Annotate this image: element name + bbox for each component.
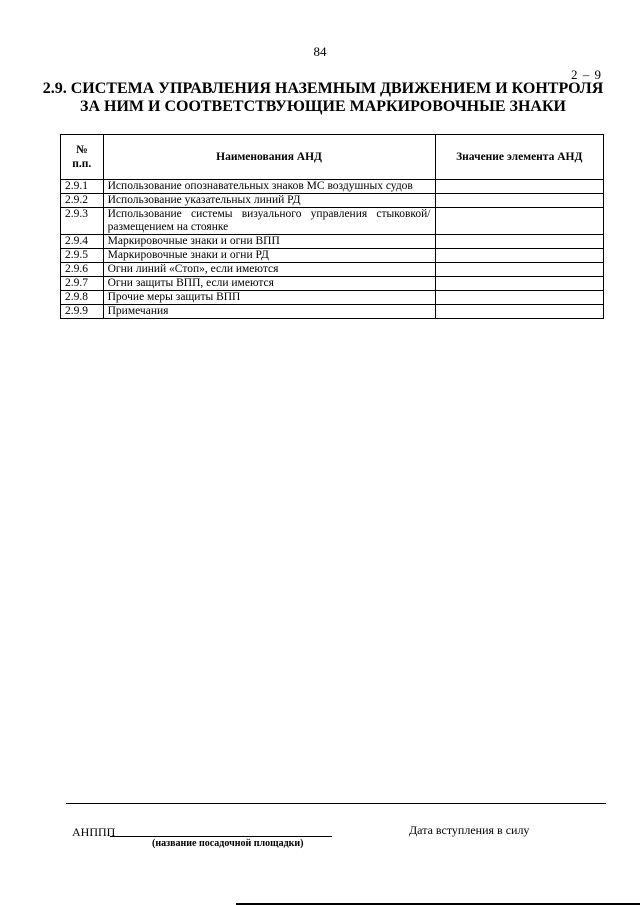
table-header-row <box>61 135 604 180</box>
row-number: 2.9.6 <box>61 263 104 277</box>
footer-divider <box>66 803 606 804</box>
row-value <box>435 249 604 263</box>
row-value <box>435 291 604 305</box>
table-row <box>61 263 604 277</box>
table-row <box>61 249 604 263</box>
header-number: № п.п. <box>61 135 104 180</box>
row-number: 2.9.5 <box>61 249 104 263</box>
table-row <box>61 194 604 208</box>
table-row <box>61 291 604 305</box>
table-row <box>61 180 604 194</box>
row-name: Огни линий «Стоп», если имеются <box>103 263 435 277</box>
row-name: Использование системы визуального управления стыковкой/размещением на стоянке <box>103 208 435 235</box>
header-name: Наименования АНД <box>103 135 435 180</box>
row-name: Прочие меры защиты ВПП <box>103 291 435 305</box>
section-title-line-1: 2.9. СИСТЕМА УПРАВЛЕНИЯ НАЗЕМНЫМ ДВИЖЕНИЕМ И КОНТРОЛЯ <box>42 80 604 97</box>
header-value: Значение элемента АНД <box>435 135 604 180</box>
row-name: Использование указательных линий РД <box>103 194 435 208</box>
section-code: 2 – 9 <box>571 67 602 82</box>
row-name: Огни защиты ВПП, если имеются <box>103 277 435 291</box>
table-row <box>61 277 604 291</box>
row-name: Примечания <box>103 305 435 319</box>
row-name: Маркировочные знаки и огни ВПП <box>103 235 435 249</box>
footer-fill-line <box>110 836 332 837</box>
row-number: 2.9.8 <box>61 291 104 305</box>
row-name: Использование опознавательных знаков МС воздушных судов <box>103 180 435 194</box>
table-row <box>61 208 604 235</box>
row-value <box>435 194 604 208</box>
row-value <box>435 235 604 249</box>
footer-airfield-label: АНППП <box>72 825 116 839</box>
row-value <box>435 305 604 319</box>
row-value <box>435 263 604 277</box>
row-name: Маркировочные знаки и огни РД <box>103 249 435 263</box>
section-title-line-2: ЗА НИМ И СООТВЕТСТВУЮЩИЕ МАРКИРОВОЧНЫЕ ЗНАКИ <box>80 98 566 115</box>
footer-effective-date-label: Дата вступления в силу <box>409 823 530 837</box>
page-number: 84 <box>313 44 327 59</box>
table-row <box>61 235 604 249</box>
row-number: 2.9.4 <box>61 235 104 249</box>
row-number: 2.9.2 <box>61 194 104 208</box>
table-row <box>61 305 604 319</box>
row-value <box>435 208 604 235</box>
row-value <box>435 180 604 194</box>
row-number: 2.9.9 <box>61 305 104 319</box>
footer-airfield-caption: (название посадочной площадки) <box>152 838 304 849</box>
row-value <box>435 277 604 291</box>
and-elements-table <box>60 134 604 319</box>
row-number: 2.9.1 <box>61 180 104 194</box>
row-number: 2.9.7 <box>61 277 104 291</box>
section-title <box>40 80 606 116</box>
row-number: 2.9.3 <box>61 208 104 235</box>
